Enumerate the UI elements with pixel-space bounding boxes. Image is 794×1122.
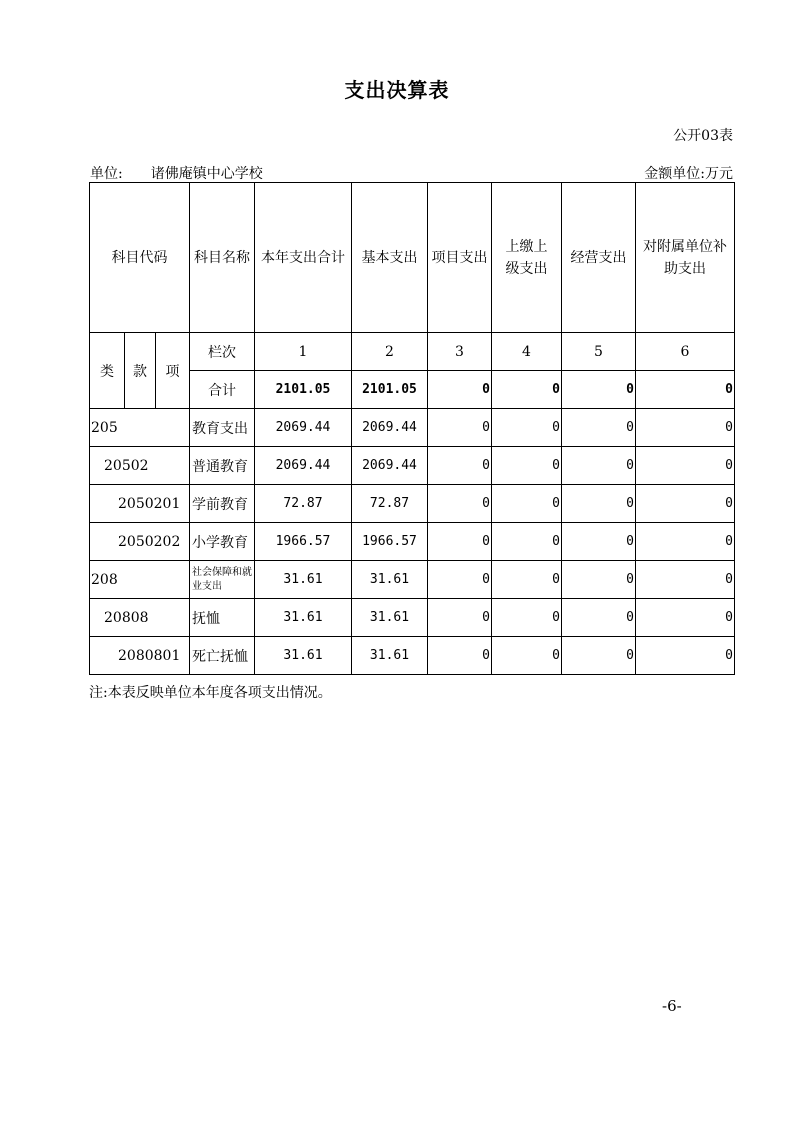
row-col3: 0 — [428, 447, 492, 485]
column-number-6: 6 — [636, 333, 735, 371]
row-col4: 0 — [492, 599, 562, 637]
column-number-3: 3 — [428, 333, 492, 371]
column-number-4: 4 — [492, 333, 562, 371]
total-col2: 2101.05 — [352, 371, 428, 409]
expenditure-table — [89, 182, 735, 675]
row-col5: 0 — [562, 447, 636, 485]
row-name: 社会保障和就业支出 — [190, 561, 255, 599]
page-number: -6- — [662, 997, 682, 1015]
table-row — [90, 523, 735, 561]
form-number: 公开03表 — [673, 128, 733, 144]
row-col3: 0 — [428, 637, 492, 675]
row-col5: 0 — [562, 599, 636, 637]
row-name: 教育支出 — [190, 409, 255, 447]
header-xiang: 项 — [156, 333, 190, 409]
row-col1: 31.61 — [255, 599, 352, 637]
row-col1: 31.61 — [255, 637, 352, 675]
row-col4: 0 — [492, 409, 562, 447]
table-row — [90, 637, 735, 675]
row-col1: 2069.44 — [255, 447, 352, 485]
row-name: 普通教育 — [190, 447, 255, 485]
row-col4: 0 — [492, 523, 562, 561]
row-col2: 31.61 — [352, 637, 428, 675]
column-number-row — [90, 333, 735, 371]
header-col1: 本年支出合计 — [255, 183, 352, 333]
total-label: 合计 — [190, 371, 255, 409]
header-col4: 上缴上级支出 — [492, 183, 562, 333]
table-row — [90, 409, 735, 447]
row-col4: 0 — [492, 637, 562, 675]
row-name: 抚恤 — [190, 599, 255, 637]
row-col3: 0 — [428, 485, 492, 523]
row-col5: 0 — [562, 409, 636, 447]
row-code: 20808 — [90, 599, 190, 637]
column-number-5: 5 — [562, 333, 636, 371]
row-col6: 0 — [636, 447, 735, 485]
header-col6: 对附属单位补助支出 — [636, 183, 735, 333]
row-col6: 0 — [636, 637, 735, 675]
row-col5: 0 — [562, 523, 636, 561]
header-code: 科目代码 — [90, 183, 190, 333]
total-col3: 0 — [428, 371, 492, 409]
header-row — [90, 183, 735, 333]
reporting-unit — [90, 163, 263, 183]
header-lanci: 栏次 — [190, 333, 255, 371]
header-name: 科目名称 — [190, 183, 255, 333]
row-col3: 0 — [428, 523, 492, 561]
row-col4: 0 — [492, 561, 562, 599]
table-row — [90, 561, 735, 599]
row-col2: 31.61 — [352, 599, 428, 637]
total-col6: 0 — [636, 371, 735, 409]
unit-name: 诸佛庵镇中心学校 — [150, 166, 263, 182]
header-lei: 类 — [90, 333, 125, 409]
table-row — [90, 485, 735, 523]
row-col2: 2069.44 — [352, 447, 428, 485]
row-col1: 2069.44 — [255, 409, 352, 447]
row-col2: 72.87 — [352, 485, 428, 523]
row-col2: 31.61 — [352, 561, 428, 599]
total-col4: 0 — [492, 371, 562, 409]
total-col5: 0 — [562, 371, 636, 409]
table-row — [90, 447, 735, 485]
column-number-2: 2 — [352, 333, 428, 371]
row-code: 205 — [90, 409, 190, 447]
row-col5: 0 — [562, 485, 636, 523]
table-note: 注:本表反映单位本年度各项支出情况。 — [89, 685, 332, 701]
row-code: 20502 — [90, 447, 190, 485]
row-col1: 1966.57 — [255, 523, 352, 561]
unit-label: 单位: — [90, 166, 123, 182]
row-code: 2050201 — [90, 485, 190, 523]
header-col2: 基本支出 — [352, 183, 428, 333]
page-title: 支出决算表 — [344, 78, 450, 102]
row-col5: 0 — [562, 637, 636, 675]
row-name: 小学教育 — [190, 523, 255, 561]
row-col6: 0 — [636, 485, 735, 523]
column-number-1: 1 — [255, 333, 352, 371]
row-col3: 0 — [428, 561, 492, 599]
table-row — [90, 599, 735, 637]
row-col6: 0 — [636, 409, 735, 447]
row-col2: 2069.44 — [352, 409, 428, 447]
row-code: 2080801 — [90, 637, 190, 675]
header-col5: 经营支出 — [562, 183, 636, 333]
row-name: 学前教育 — [190, 485, 255, 523]
row-name: 死亡抚恤 — [190, 637, 255, 675]
row-code: 208 — [90, 561, 190, 599]
total-col1: 2101.05 — [255, 371, 352, 409]
header-kuan: 款 — [125, 333, 156, 409]
row-col6: 0 — [636, 523, 735, 561]
header-col3: 项目支出 — [428, 183, 492, 333]
row-col5: 0 — [562, 561, 636, 599]
row-col3: 0 — [428, 599, 492, 637]
row-col4: 0 — [492, 485, 562, 523]
amount-unit: 金额单位:万元 — [644, 166, 733, 182]
row-col6: 0 — [636, 599, 735, 637]
row-col1: 72.87 — [255, 485, 352, 523]
row-col6: 0 — [636, 561, 735, 599]
row-col4: 0 — [492, 447, 562, 485]
row-col1: 31.61 — [255, 561, 352, 599]
row-code: 2050202 — [90, 523, 190, 561]
row-col2: 1966.57 — [352, 523, 428, 561]
row-col3: 0 — [428, 409, 492, 447]
